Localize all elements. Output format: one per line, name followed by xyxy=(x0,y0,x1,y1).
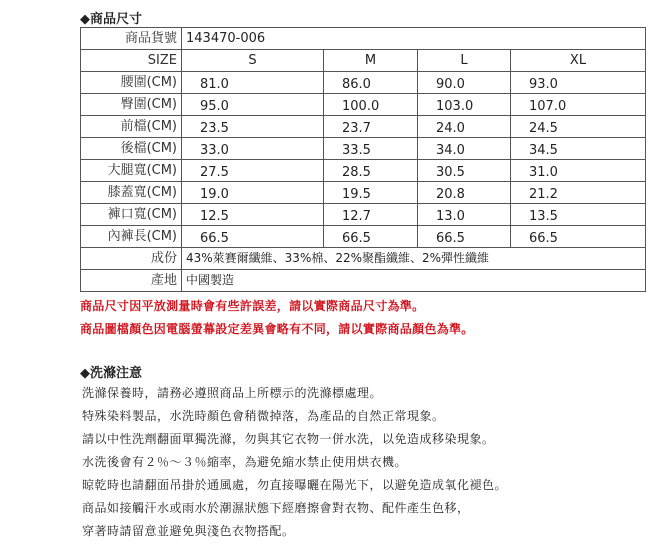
cell-value: 24.0 xyxy=(418,116,511,138)
cell-value: 95.0 xyxy=(182,94,324,116)
table-row xyxy=(81,160,646,182)
cell-value: 20.8 xyxy=(418,182,511,204)
size-header-xl: XL xyxy=(511,50,646,72)
row-label: 大腿寬(CM) xyxy=(81,160,182,182)
care-line: 商品如接觸汗水或雨水於潮濕狀態下經磨擦會對衣物、配件產生色移， xyxy=(82,501,470,515)
care-line: 晾乾時也請翻面吊掛於通風處，勿直接曝曬在陽光下，以避免造成氧化褪色。 xyxy=(82,478,508,492)
cell-value: 93.0 xyxy=(511,72,646,94)
cell-value: 30.5 xyxy=(418,160,511,182)
care-line: 洗滌保養時，請務必遵照商品上所標示的洗滌標處理。 xyxy=(82,386,383,400)
size-header-s: S xyxy=(182,50,324,72)
size-section-title: ◆商品尺寸 xyxy=(80,12,142,27)
table-row xyxy=(81,226,646,248)
cell-value: 19.0 xyxy=(182,182,324,204)
care-line: 特殊染料製品，水洗時顏色會稍微掉落，為產品的自然正常現象。 xyxy=(82,409,445,423)
product-code-row xyxy=(81,28,646,50)
table-row xyxy=(81,182,646,204)
cell-value: 66.5 xyxy=(418,226,511,248)
row-label: 褲口寬(CM) xyxy=(81,204,182,226)
material-row xyxy=(81,248,646,270)
cell-value: 13.0 xyxy=(418,204,511,226)
cell-value: 28.5 xyxy=(324,160,418,182)
cell-value: 81.0 xyxy=(182,72,324,94)
cell-value: 66.5 xyxy=(324,226,418,248)
product-code-label: 商品貨號 xyxy=(81,28,182,50)
care-section-title: ◆洗滌注意 xyxy=(80,366,142,381)
table-row xyxy=(81,94,646,116)
table-row xyxy=(81,116,646,138)
cell-value: 12.5 xyxy=(182,204,324,226)
cell-value: 100.0 xyxy=(324,94,418,116)
material-value: 43%萊賽爾纖維、33%棉、22%聚酯纖維、2%彈性纖維 xyxy=(182,248,646,270)
cell-value: 21.2 xyxy=(511,182,646,204)
color-disclaimer: 商品圖檔顏色因電腦螢幕設定差異會略有不同，請以實際商品顏色為準。 xyxy=(80,322,474,336)
cell-value: 19.5 xyxy=(324,182,418,204)
table-row xyxy=(81,72,646,94)
size-table xyxy=(80,27,646,292)
cell-value: 33.0 xyxy=(182,138,324,160)
cell-value: 34.0 xyxy=(418,138,511,160)
cell-value: 107.0 xyxy=(511,94,646,116)
row-label: 內褲長(CM) xyxy=(81,226,182,248)
size-header-l: L xyxy=(418,50,511,72)
care-line: 請以中性洗劑翻面單獨洗滌，勿與其它衣物一併水洗，以免造成移染現象。 xyxy=(82,432,495,446)
cell-value: 66.5 xyxy=(511,226,646,248)
cell-value: 34.5 xyxy=(511,138,646,160)
cell-value: 24.5 xyxy=(511,116,646,138)
origin-label: 產地 xyxy=(81,270,182,292)
cell-value: 12.7 xyxy=(324,204,418,226)
cell-value: 31.0 xyxy=(511,160,646,182)
origin-value: 中國製造 xyxy=(182,270,646,292)
origin-row xyxy=(81,270,646,292)
care-line: 穿著時請留意並避免與淺色衣物搭配。 xyxy=(82,524,295,538)
care-line: 水洗後會有２％～３％縮率，為避免縮水禁止使用烘衣機。 xyxy=(82,455,408,469)
cell-value: 66.5 xyxy=(182,226,324,248)
table-row xyxy=(81,204,646,226)
row-label: 臀圍(CM) xyxy=(81,94,182,116)
cell-value: 23.5 xyxy=(182,116,324,138)
size-header-m: M xyxy=(324,50,418,72)
product-code-value: 143470-006 xyxy=(182,28,646,50)
cell-value: 23.7 xyxy=(324,116,418,138)
cell-value: 27.5 xyxy=(182,160,324,182)
cell-value: 90.0 xyxy=(418,72,511,94)
row-label: 後檔(CM) xyxy=(81,138,182,160)
table-row xyxy=(81,138,646,160)
cell-value: 86.0 xyxy=(324,72,418,94)
row-label: 腰圍(CM) xyxy=(81,72,182,94)
cell-value: 33.5 xyxy=(324,138,418,160)
material-label: 成份 xyxy=(81,248,182,270)
cell-value: 103.0 xyxy=(418,94,511,116)
size-disclaimer: 商品尺寸因平放測量時會有些許誤差，請以實際商品尺寸為準。 xyxy=(80,299,425,313)
cell-value: 13.5 xyxy=(511,204,646,226)
row-label: 前檔(CM) xyxy=(81,116,182,138)
size-header-label: SIZE xyxy=(81,50,182,72)
row-label: 膝蓋寬(CM) xyxy=(81,182,182,204)
size-header-row xyxy=(81,50,646,72)
